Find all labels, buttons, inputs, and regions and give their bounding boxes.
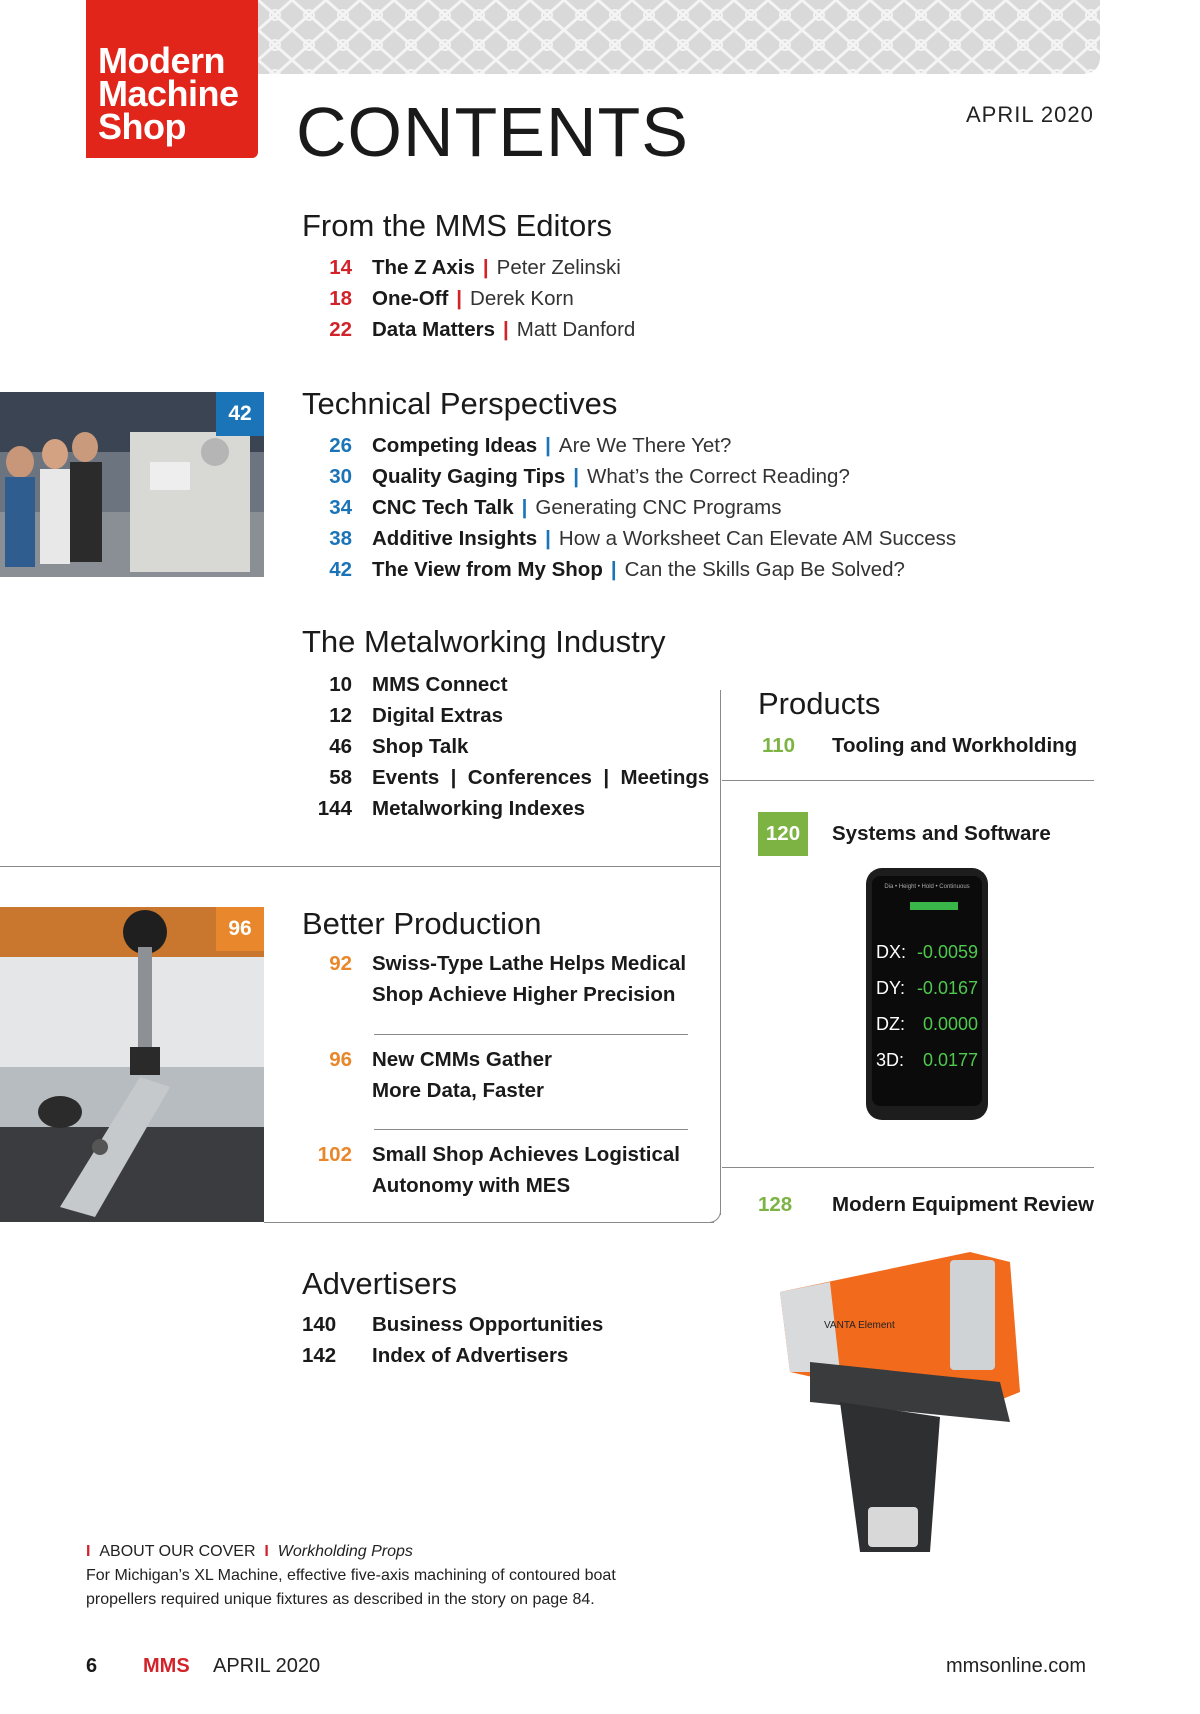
separator: | [545,527,551,550]
page-number: 128 [758,1193,793,1216]
about-cover: I ABOUT OUR COVER I Workholding Props For Michigan’s XL Machine, effective five-axis machining of contoured boat propellers required unique fixtures as described in the story on page 84. [86,1540,686,1612]
section-title-advertisers: Advertisers [302,1266,458,1301]
section-divider [264,1222,714,1223]
issue-date: APRIL 2020 [966,102,1094,127]
article-subtitle: Are We There Yet? [558,434,732,457]
article-subtitle: What’s the Correct Reading? [587,465,850,488]
cover-text-line2: propellers required unique fixtures as described in the story on page 84. [86,1591,595,1608]
page-number: 22 [329,318,352,341]
section-title-technical: Technical Perspectives [302,386,618,421]
article-title: Metalworking Indexes [372,797,586,820]
xrf-analyzer-image [770,1252,1030,1562]
reading-value: 0.0177 [922,1050,978,1070]
page-number: 12 [329,704,352,727]
article-title: Systems and Software [832,822,1051,845]
article-title: One-Off [372,287,449,310]
article-title: MMS Connect [372,673,508,696]
article-title: Competing Ideas [372,434,538,457]
article-title: CNC Tech Talk [372,496,514,519]
page-number: 102 [317,1143,352,1166]
page-number: 46 [329,735,352,758]
footer-page-number: 6 [86,1655,98,1677]
logo-line-3: Shop [98,106,186,147]
article-subtitle: Generating CNC Programs [535,496,782,519]
phone-readings [876,934,980,1078]
separator: | [610,558,617,581]
page-number: 142 [302,1344,337,1367]
article-title: Business Opportunities [372,1313,604,1336]
separator: | [545,434,551,457]
article-title: Shop Talk [372,735,469,758]
page-number: 18 [329,287,352,310]
page-badge: 96 [216,907,264,951]
item-divider [374,1034,688,1035]
article-author: Peter Zelinski [496,256,621,279]
article-title: Events | Conferences | Meetings [372,766,710,789]
article-title: The View from My Shop [372,558,603,581]
article-title: Tooling and Workholding [832,734,1078,757]
footer-website-link[interactable]: mmsonline.com [946,1655,1087,1677]
section-divider [0,866,720,867]
page-number: 58 [329,766,352,789]
section-title-better-production: Better Production [302,906,542,941]
page-number: 38 [329,527,352,550]
page-number: 144 [317,797,352,820]
article-title: Quality Gaging Tips [372,465,566,488]
logo-line-2: Machine [98,73,239,114]
divider-corner [700,1200,721,1223]
cover-label: ABOUT OUR COVER [99,1543,256,1560]
cover-text-line1: For Michigan’s XL Machine, effective five-axis machining of contoured boat [86,1567,616,1584]
reading-row [876,934,980,970]
section-divider [722,780,1094,781]
footer-brand: MMS [143,1655,190,1677]
phone-screen [872,876,982,1106]
section-title-metalworking: The Metalworking Industry [302,624,666,659]
footer-date: APRIL 2020 [213,1655,321,1677]
article-title-line2: More Data, Faster [372,1079,545,1102]
page-badge: 42 [216,392,264,436]
phone-status-bar [910,902,958,910]
article-title: Additive Insights [372,527,538,550]
separator: | [482,256,489,279]
article-subtitle: How a Worksheet Can Elevate AM Success [558,527,957,550]
cover-title: Workholding Props [277,1543,413,1560]
header-pattern [258,0,1100,74]
phone-header: Dia • Height • Hold • Continuous [884,884,970,890]
section-title-editors: From the MMS Editors [302,208,613,243]
article-author: Matt Danford [516,318,636,341]
page-number: 92 [329,952,352,975]
article-title: Modern Equipment Review [832,1193,1094,1216]
section-title-products: Products [758,686,881,721]
article-title-line2: Shop Achieve Higher Precision [372,983,676,1006]
page-number: 14 [329,256,352,279]
reading-value: 0.0000 [922,1014,978,1034]
article-title: Data Matters [372,318,496,341]
article-subtitle: Can the Skills Gap Be Solved? [624,558,905,581]
column-divider [720,690,721,1215]
reading-row [876,1042,980,1078]
page-number: 34 [329,496,352,519]
page-number: 42 [329,558,352,581]
reading-label: DZ: [876,1014,905,1034]
cmm-photo [0,907,264,1222]
page-title: CONTENTS [296,93,689,171]
article-title-line1: Swiss-Type Lathe Helps Medical [372,952,687,975]
separator: | [503,318,509,341]
section-divider [722,1167,1094,1168]
mms-logo [86,0,258,158]
page-number: 10 [329,673,352,696]
separator: | [521,496,528,519]
page-number: 120 [765,822,801,845]
logo-line-1: Modern [98,40,225,81]
article-title-line1: New CMMs Gather [372,1048,552,1071]
reading-label: 3D: [876,1050,905,1070]
reading-value: -0.0167 [916,978,978,998]
page-number: 26 [329,434,352,457]
page-number: 140 [302,1313,337,1336]
page-number: 110 [762,734,796,757]
reading-row [876,1006,980,1042]
separator: | [456,287,463,310]
page-number: 96 [329,1048,352,1071]
reading-row [876,970,980,1006]
reading-value: -0.0059 [916,942,978,962]
separator: | [573,465,580,488]
reading-label: DY: [876,978,906,998]
analyzer-label: VANTA Element [824,1320,895,1331]
article-title: Index of Advertisers [372,1344,569,1367]
article-title: Digital Extras [372,704,504,727]
phone-image [866,868,988,1120]
article-title-line2: Autonomy with MES [372,1174,571,1197]
article-author: Derek Korn [470,287,574,310]
article-title: The Z Axis [372,256,475,279]
article-title-line1: Small Shop Achieves Logistical [372,1143,680,1166]
item-divider [374,1129,688,1130]
page-number: 30 [329,465,352,488]
reading-label: DX: [876,942,907,962]
